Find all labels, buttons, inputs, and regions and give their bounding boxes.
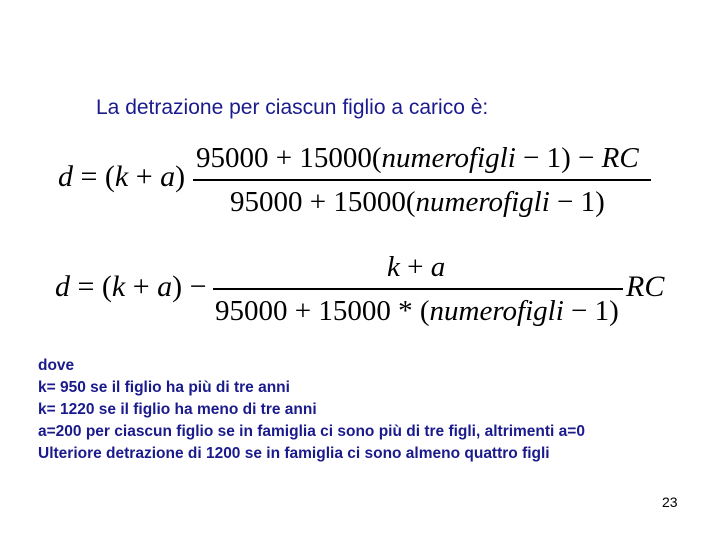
- den-part-a: 95000 + 15000 * (: [215, 295, 430, 327]
- formula1-lhs: [58, 160, 185, 194]
- num-part-b: − 1) −: [515, 142, 602, 174]
- plus: +: [125, 270, 158, 303]
- num-k: k: [387, 251, 400, 283]
- den-part-b: − 1): [563, 295, 619, 327]
- var-a: a: [160, 160, 176, 193]
- formula2-lhs: [55, 270, 207, 304]
- eq-open: = (: [73, 160, 115, 193]
- formula2-numerator: [387, 251, 445, 284]
- slide-title: La detrazione per ciascun figlio a carico è:: [96, 96, 489, 119]
- page-number: 23: [662, 494, 678, 510]
- close-paren: ): [175, 160, 186, 193]
- eq-open: = (: [70, 270, 112, 303]
- notes-block: [38, 355, 585, 465]
- var-d: d: [58, 160, 73, 193]
- var-d: d: [55, 270, 70, 303]
- formula2-denominator: [215, 295, 619, 328]
- plus: +: [128, 160, 161, 193]
- num-rc: RC: [601, 142, 639, 174]
- note-line: a=200 per ciascun figlio se in famiglia ci sono più di tre figli, altrimenti a=0: [38, 423, 585, 440]
- num-a: a: [430, 251, 446, 283]
- formula1-fraction-bar: [193, 179, 651, 181]
- den-var: numerofigli: [415, 186, 550, 218]
- num-part-a: 95000 + 15000(: [196, 142, 382, 174]
- var-a: a: [157, 270, 173, 303]
- den-part-b: − 1): [549, 186, 605, 218]
- formula1-denominator: [230, 186, 605, 219]
- close-minus: ) −: [172, 270, 207, 303]
- den-part-a: 95000 + 15000(: [230, 186, 416, 218]
- formula2-fraction-bar: [213, 288, 623, 290]
- num-var: numerofigli: [381, 142, 516, 174]
- var-k: k: [111, 270, 126, 303]
- formula2-rc: RC: [626, 270, 665, 303]
- formula1-numerator: [196, 142, 639, 175]
- note-line: Ulteriore detrazione di 1200 se in famiglia ci sono almeno quattro figli: [38, 445, 550, 462]
- den-var: numerofigli: [429, 295, 564, 327]
- var-k: k: [114, 160, 129, 193]
- note-line: k= 1220 se il figlio ha meno di tre anni: [38, 401, 317, 418]
- note-line: dove: [38, 357, 75, 374]
- num-plus: +: [399, 251, 431, 283]
- note-line: k= 950 se il figlio ha più di tre anni: [38, 379, 290, 396]
